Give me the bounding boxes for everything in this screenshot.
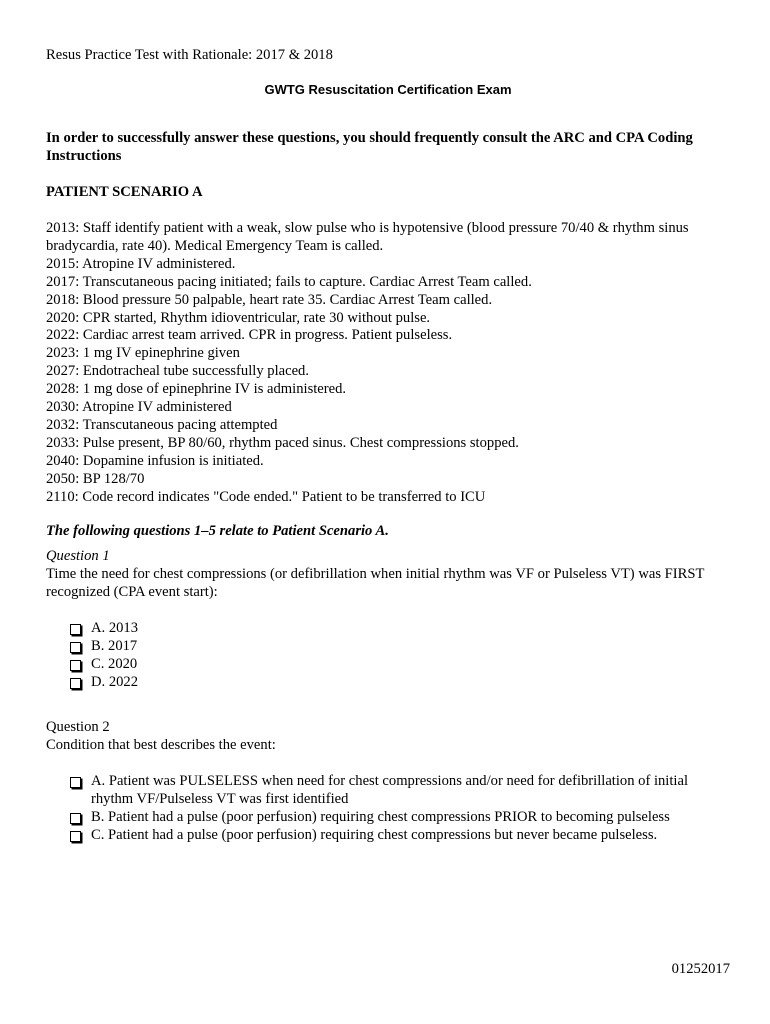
question-2-text: Condition that best describes the event: (46, 736, 276, 753)
question-1-option-b[interactable] (46, 638, 730, 656)
checkbox-icon[interactable] (70, 660, 81, 671)
question-2-options (46, 773, 730, 845)
exam-title: GWTG Resuscitation Certification Exam (264, 82, 512, 97)
event-line: 2015: Atropine IV administered. (46, 255, 236, 272)
checkbox-icon[interactable] (70, 624, 81, 635)
question-1-option-d[interactable] (46, 674, 730, 692)
event-line: 2013: Staff identify patient with a weak, slow pulse who is hypotensive (blood pressure 70/40 & rhythm sinus bradycardia, rate 40). Medical Emergency Team is called. (46, 220, 689, 254)
event-line: 2050: BP 128/70 (46, 470, 145, 487)
question-2-option-a[interactable] (46, 773, 730, 809)
event-line: 2017: Transcutaneous pacing initiated; fails to capture. Cardiac Arrest Team called. (46, 273, 532, 290)
checkbox-icon[interactable] (70, 813, 81, 824)
event-line: 2110: Code record indicates "Code ended." Patient to be transferred to ICU (46, 488, 486, 505)
event-line: 2022: Cardiac arrest team arrived. CPR in progress. Patient pulseless. (46, 327, 453, 344)
checkbox-icon[interactable] (70, 777, 81, 788)
question-1-label: Question 1 (46, 548, 110, 564)
option-label: D. 2022 (91, 673, 139, 690)
option-label: B. Patient had a pulse (poor perfusion) requiring chest compressions PRIOR to becoming pulseless (91, 808, 670, 825)
scenario-events (46, 220, 730, 507)
question-1-text: Time the need for chest compressions (or defibrillation when initial rhythm was VF or Pulseless VT) was FIRST recognized (CPA event start): (46, 565, 705, 600)
event-line: 2027: Endotracheal tube successfully placed. (46, 363, 310, 380)
event-line: 2033: Pulse present, BP 80/60, rhythm paced sinus. Chest compressions stopped. (46, 434, 519, 451)
question-2-option-c[interactable] (46, 827, 730, 845)
question-1 (46, 548, 730, 602)
document-header: Resus Practice Test with Rationale: 2017 & 2018 (46, 47, 333, 63)
checkbox-icon[interactable] (70, 678, 81, 689)
checkbox-icon[interactable] (70, 642, 81, 653)
scenario-heading: PATIENT SCENARIO A (46, 184, 203, 200)
question-1-option-c[interactable] (46, 656, 730, 674)
footer-code: 01252017 (671, 961, 730, 977)
event-line: 2040: Dopamine infusion is initiated. (46, 452, 264, 469)
option-label: A. Patient was PULSELESS when need for chest compressions and/or need for defibrillation of initial rhythm VF/Pulseless VT was first identified (91, 773, 689, 807)
event-line: 2030: Atropine IV administered (46, 399, 232, 416)
question-2 (46, 719, 730, 755)
event-line: 2023: 1 mg IV epinephrine given (46, 345, 240, 362)
questions-intro: The following questions 1–5 relate to Patient Scenario A. (46, 523, 389, 539)
event-line: 2020: CPR started, Rhythm idioventricular, rate 30 without pulse. (46, 309, 431, 326)
option-label: A. 2013 (91, 620, 139, 636)
question-1-options (46, 620, 730, 692)
question-2-label: Question 2 (46, 719, 110, 735)
option-label: C. 2020 (91, 655, 138, 672)
question-2-option-b[interactable] (46, 809, 730, 827)
event-line: 2018: Blood pressure 50 palpable, heart rate 35. Cardiac Arrest Team called. (46, 291, 493, 308)
event-line: 2028: 1 mg dose of epinephrine IV is administered. (46, 381, 347, 398)
checkbox-icon[interactable] (70, 831, 81, 842)
option-label: C. Patient had a pulse (poor perfusion) requiring chest compressions but never became pulseless. (91, 826, 658, 843)
instructions: In order to successfully answer these questions, you should frequently consult the ARC and CPA Coding Instructions (46, 130, 693, 164)
event-line: 2032: Transcutaneous pacing attempted (46, 416, 278, 433)
option-label: B. 2017 (91, 637, 138, 654)
question-1-option-a[interactable] (46, 620, 730, 638)
